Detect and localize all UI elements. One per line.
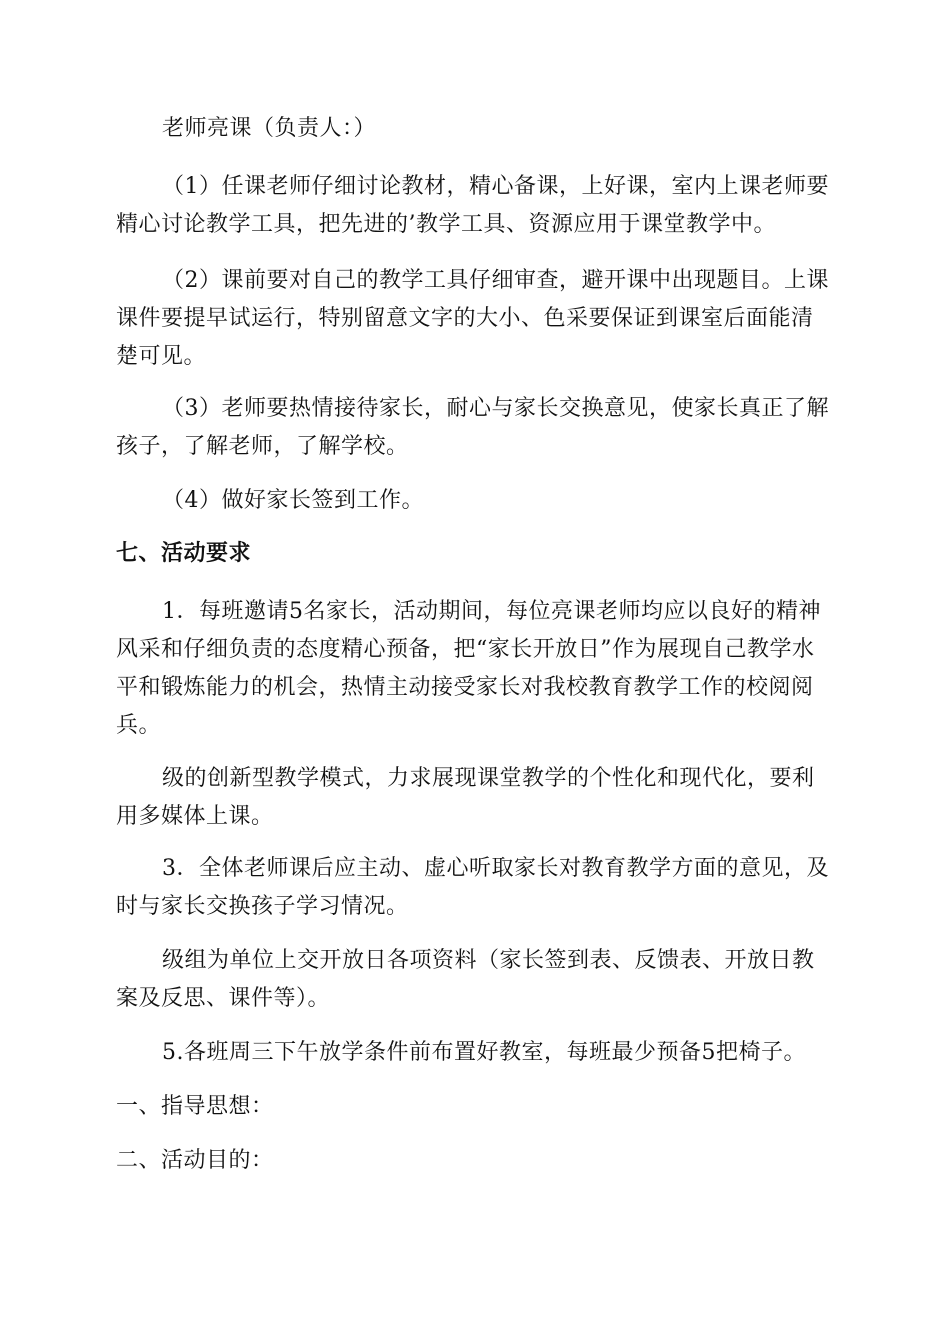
paragraph-requirement-1: 1．每班邀请5名家长，活动期间，每位亮课老师均应以良好的精神风采和仔细负责的态度精心预备，把“家长开放日”作为展现自己教学水平和锻炼能力的机会，热情主动接受家长对我校教育教学工作的校阅阅兵。 [116,599,821,738]
paragraph-teacher-lesson: 老师亮课（负责人：） [162,116,377,141]
section-guiding-thought: 一、指导思想： [116,1094,274,1119]
paragraph-requirement-5: 5.各班周三下午放学条件前布置好教室，每班最少预备5把椅子。 [162,1040,806,1065]
section-heading-requirements: 七、活动要求 [116,541,252,566]
paragraph-item-4: （4）做好家长签到工作。 [162,488,424,513]
paragraph-requirement-2: 级的创新型教学模式，力求展现课堂教学的个性化和现代化，要利用多媒体上课。 [116,766,815,829]
paragraph-requirement-3: 3．全体老师课后应主动、虚心听取家长对教育教学方面的意见，及时与家长交换孩子学习情况。 [116,856,829,919]
paragraph-item-2: （2）课前要对自己的教学工具仔细审查，避开课中出现题目。上课课件要提早试运行，特别留意文字的大小、色采要保证到课室后面能清楚可见。 [116,268,829,369]
paragraph-requirement-4: 级组为单位上交开放日各项资料（家长签到表、反馈表、开放日教案及反思、课件等）。 [116,948,815,1011]
section-activity-purpose: 二、活动目的： [116,1148,274,1173]
paragraph-item-3: （3）老师要热情接待家长，耐心与家长交换意见，使家长真正了解孩子，了解老师，了解学校。 [116,396,829,459]
paragraph-item-1: （1）任课老师仔细讨论教材，精心备课，上好课，室内上课老师要精心讨论教学工具，把先进的’教学工具、资源应用于课堂教学中。 [116,174,829,237]
